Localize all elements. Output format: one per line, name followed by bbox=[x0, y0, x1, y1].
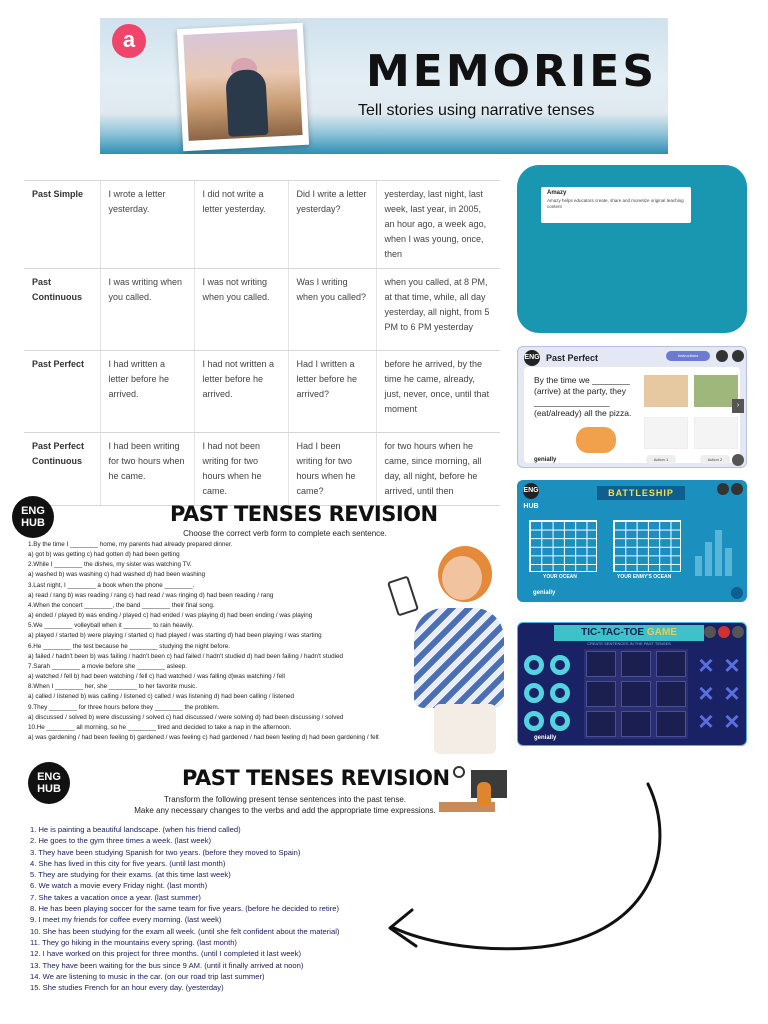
battleship-game-card[interactable] bbox=[517, 480, 747, 602]
list-item: 7. She takes a vacation once a year. (last summer) bbox=[30, 892, 201, 902]
more-options-icon[interactable] bbox=[731, 587, 743, 599]
tense-cell-negative: I was not writing when you called. bbox=[194, 269, 288, 351]
action2-button[interactable]: Action 2 bbox=[700, 455, 730, 464]
tense-row bbox=[24, 433, 500, 506]
past-perfect-sentence: By the time we ________ (arrive) at the party, they ________________ (eat/already) all the pizza. bbox=[534, 375, 632, 418]
answer-box[interactable] bbox=[644, 417, 688, 449]
eng-hub-logo-icon: ENG HUB bbox=[28, 762, 70, 804]
list-item: 2.While I ________ the dishes, my sister was watching TV. bbox=[28, 561, 192, 569]
banner-subtitle: Tell stories using narrative tenses bbox=[358, 102, 595, 119]
fullscreen-icon[interactable] bbox=[716, 350, 728, 362]
settings-icon[interactable] bbox=[731, 483, 743, 495]
amazy-preview[interactable] bbox=[541, 187, 691, 223]
curved-arrow-icon bbox=[380, 770, 680, 980]
tic-tac-toe-board[interactable] bbox=[584, 649, 688, 739]
people-illustration bbox=[576, 427, 616, 453]
tense-row bbox=[24, 351, 500, 433]
settings-icon[interactable] bbox=[732, 350, 744, 362]
amazy-description: Amazy helps educators create, share and monetize original teaching content bbox=[547, 198, 684, 209]
action1-button[interactable]: Action 1 bbox=[646, 455, 676, 464]
list-item: a) called / listened b) was calling / listened c) called / was listening d) had been calling / listened bbox=[28, 693, 295, 701]
tense-cell-tense: Past Perfect bbox=[24, 351, 100, 433]
list-item: 8. He has been playing soccer for the same team for five years. (before he decided to retire) bbox=[30, 904, 339, 914]
tic-tac-toe-subtitle: CREATE SENTENCES IN THE PAST TENSES bbox=[587, 641, 671, 646]
x-token-icon[interactable]: × bbox=[698, 678, 714, 708]
list-item: a) played / started b) were playing / started c) had played / was starting d) had been playing / was starting bbox=[28, 632, 322, 640]
list-item: 10. She has been studying for the exam all week. (until she felt confident about the material) bbox=[30, 926, 340, 936]
tense-cell-negative: I had not been writing for two hours when he came. bbox=[194, 433, 288, 506]
tense-cell-negative: I had not written a letter before he arrived. bbox=[194, 351, 288, 433]
o-token-icon[interactable] bbox=[550, 711, 570, 731]
worksheet1-title: PAST TENSES REVISION bbox=[170, 502, 438, 526]
tense-row bbox=[24, 181, 500, 269]
o-token-icon[interactable] bbox=[550, 683, 570, 703]
list-item: 9. I meet my friends for coffee every morning. (last week) bbox=[30, 915, 222, 925]
x-token-icon[interactable]: × bbox=[698, 650, 714, 680]
worksheet1-instruction: Choose the correct verb form to complete each sentence. bbox=[183, 529, 387, 538]
list-item: 6.He ________ the test because he ________ studying the night before. bbox=[28, 642, 231, 650]
tense-cell-negative: I did not write a letter yesterday. bbox=[194, 181, 288, 269]
pizza-image bbox=[644, 375, 688, 407]
edit-icon[interactable] bbox=[704, 626, 716, 638]
tenses-table bbox=[24, 180, 500, 506]
list-item: a) was gardening / had been feeling b) gardened / was feeling c) had gardened / had been feeling d) had been gardening / felt bbox=[28, 733, 379, 741]
tense-cell-question: Was I writing when you called? bbox=[288, 269, 376, 351]
brand-logo-icon[interactable]: a bbox=[112, 24, 146, 58]
traveler-photo bbox=[177, 23, 309, 151]
banner-title: MEMORIES bbox=[366, 46, 658, 97]
list-item: 12. I have worked on this project for three months. (until I completed it last week) bbox=[30, 949, 301, 959]
enemy-ocean-label: YOUR ENMY'S OCEAN bbox=[617, 574, 672, 580]
tense-cell-time-expressions: before he arrived, by the time he came, already, just, never, once, until that moment bbox=[376, 351, 500, 433]
amazy-embed-card[interactable] bbox=[517, 165, 747, 333]
your-ocean-grid[interactable] bbox=[529, 520, 597, 572]
tense-cell-question: Did I write a letter yesterday? bbox=[288, 181, 376, 269]
o-token-icon[interactable] bbox=[550, 655, 570, 675]
instructions-button[interactable]: Instructions bbox=[666, 351, 710, 361]
next-arrow-icon[interactable]: › bbox=[732, 399, 744, 413]
list-item: a) ended / played b) was ending / played c) had ended / was playing d) had been ending / was playing bbox=[28, 612, 313, 620]
tense-cell-tense: Past Perfect Continuous bbox=[24, 433, 100, 506]
list-item: 1.By the time I ________ home, my parents had already prepared dinner. bbox=[28, 541, 233, 548]
worksheet2-sentences bbox=[30, 824, 390, 993]
list-item: a) washed b) was washing c) had washed d) had been washing bbox=[28, 571, 206, 579]
list-item: 13. They have been waiting for the bus since 9 AM. (until it finally arrived at noon) bbox=[30, 960, 304, 970]
o-token-icon[interactable] bbox=[524, 683, 544, 703]
x-token-icon[interactable]: × bbox=[724, 706, 740, 736]
list-item: 3.Last night, I ________ a book when the phone ________. bbox=[28, 581, 195, 589]
list-item: a) discussed / solved b) were discussing / solved c) had discussed / were solving d) had been discussing / solved bbox=[28, 713, 344, 721]
x-token-icon[interactable]: × bbox=[724, 678, 740, 708]
list-item: 2. He goes to the gym three times a week. (last week) bbox=[30, 836, 212, 846]
list-item: a) read / rang b) was reading / rang c) had read / was ringing d) had been reading / rang bbox=[28, 591, 274, 599]
past-perfect-slide bbox=[524, 367, 740, 463]
your-ocean-label: YOUR OCEAN bbox=[543, 574, 577, 580]
tense-cell-time-expressions: yesterday, last night, last week, last year, in 2005, an hour ago, a week ago, when I was young, once, then bbox=[376, 181, 500, 269]
fullscreen-icon[interactable] bbox=[718, 626, 730, 638]
past-perfect-game-card[interactable] bbox=[517, 346, 747, 468]
tense-cell-affirmative: I had been writing for two hours when he came. bbox=[100, 433, 194, 506]
list-item: a) got b) was getting c) had gotten d) had been getting bbox=[28, 551, 180, 559]
settings-icon[interactable] bbox=[732, 626, 744, 638]
list-item: 11. They go hiking in the mountains every spring. (last month) bbox=[30, 937, 237, 947]
list-item: 4. She has lived in this city for five years. (until last month) bbox=[30, 858, 226, 868]
eng-hub-logo-icon: ENG HUB bbox=[12, 496, 54, 538]
worksheet1-questions bbox=[28, 540, 418, 743]
list-item: 5. They are studying for their exams. (at this time last week) bbox=[30, 870, 231, 880]
tense-cell-affirmative: I was writing when you called. bbox=[100, 269, 194, 351]
genially-brand: genially bbox=[534, 457, 557, 463]
tense-cell-affirmative: I wrote a letter yesterday. bbox=[100, 181, 194, 269]
tense-row bbox=[24, 269, 500, 351]
eng-hub-logo-icon: ENG bbox=[524, 350, 540, 366]
ship-silhouettes bbox=[695, 530, 735, 576]
list-item: 10.He ________ all morning, so he ________ tired and decided to take a nap in the afternoon. bbox=[28, 723, 292, 731]
genially-brand: genially bbox=[533, 590, 556, 596]
battleship-title: BATTLESHIP bbox=[597, 486, 685, 500]
eng-hub-logo-icon: ENG HUB bbox=[523, 483, 539, 499]
list-item: 5.We ________ volleyball when it ________ to rain heavily. bbox=[28, 622, 194, 630]
list-item: a) failed / hadn't been b) was failing / hadn't been c) had failed / hadn't studied d) had been failing / hadn't studied bbox=[28, 652, 343, 660]
girl-with-tablet-illustration bbox=[388, 544, 512, 754]
past-perfect-title: Past Perfect bbox=[546, 353, 599, 363]
enemy-ocean-grid[interactable] bbox=[613, 520, 681, 572]
x-token-icon[interactable]: × bbox=[724, 650, 740, 680]
tense-cell-time-expressions: for two hours when he came, since morning, all day, all night, before he arrived, until then bbox=[376, 433, 500, 506]
list-item: 14. We are listening to music in the car. (on our road trip last summer) bbox=[30, 971, 265, 981]
list-item: 9.They ________ for three hours before they ________ the problem. bbox=[28, 703, 220, 711]
list-item: 6. We watch a movie every Friday night. (last month) bbox=[30, 881, 208, 891]
o-token-icon[interactable] bbox=[524, 711, 544, 731]
worksheet2-title: PAST TENSES REVISION bbox=[182, 766, 450, 790]
fullscreen-icon[interactable] bbox=[717, 483, 729, 495]
tense-cell-question: Had I been writing for two hours when he came? bbox=[288, 433, 376, 506]
more-options-icon[interactable] bbox=[732, 454, 744, 466]
list-item: 4.When the concert ________, the band ________ their final song. bbox=[28, 601, 215, 609]
tense-cell-question: Had I written a letter before he arrived? bbox=[288, 351, 376, 433]
tic-tac-toe-game-card[interactable] bbox=[517, 622, 747, 746]
list-item: a) watched / fell b) had been watching / fell c) had watched / was falling d)was watching / fell bbox=[28, 673, 285, 681]
amazy-title: Amazy bbox=[547, 190, 567, 196]
tic-tac-toe-title: TIC-TAC-TOE GAME bbox=[554, 625, 704, 641]
tense-cell-time-expressions: when you called, at 8 PM, at that time, while, all day yesterday, all night, from 5 PM to 6 PM yesterday bbox=[376, 269, 500, 351]
answer-box[interactable] bbox=[694, 417, 738, 449]
genially-brand: genially bbox=[534, 735, 557, 741]
o-token-icon[interactable] bbox=[524, 655, 544, 675]
tense-cell-tense: Past Simple bbox=[24, 181, 100, 269]
tense-cell-tense: Past Continuous bbox=[24, 269, 100, 351]
list-item: 7.Sarah ________ a movie before she ________ asleep. bbox=[28, 662, 187, 670]
memories-banner bbox=[100, 18, 668, 154]
worksheet2-instruction: Transform the following present tense sentences into the past tense. Make any necessary changes to the verbs and add the appropriate time expressions. bbox=[134, 795, 436, 815]
tense-cell-affirmative: I had written a letter before he arrived. bbox=[100, 351, 194, 433]
list-item: 15. She studies French for an hour every day. (yesterday) bbox=[30, 983, 224, 993]
x-token-icon[interactable]: × bbox=[698, 706, 714, 736]
list-item: 3. They have been studying Spanish for two years. (before they moved to Spain) bbox=[30, 847, 301, 857]
list-item: 8.When I ________ her, she ________ to her favorite music. bbox=[28, 683, 198, 691]
list-item: 1. He is painting a beautiful landscape. (when his friend called) bbox=[30, 825, 241, 834]
